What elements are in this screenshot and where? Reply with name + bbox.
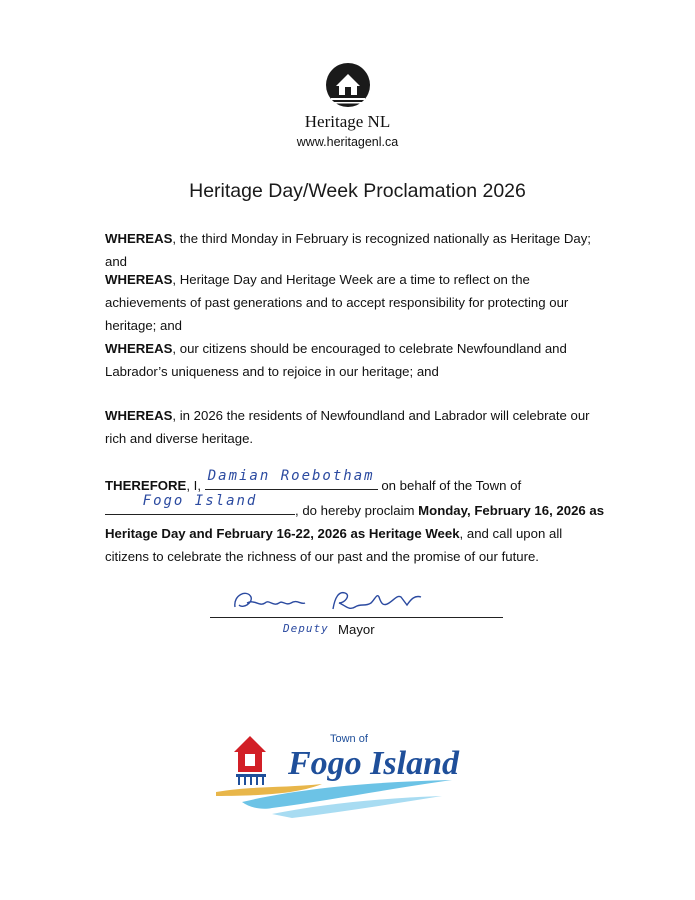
- signature-title: Mayor: [338, 622, 375, 637]
- fogo-island-logo: [212, 730, 482, 822]
- house-icon: [234, 736, 266, 785]
- town-field: [105, 493, 295, 515]
- heritage-nl-header: [0, 62, 695, 149]
- handwritten-town: Fogo Island: [142, 493, 258, 509]
- whereas-paragraph-3: WHEREAS, our citizens should be encouraged to celebrate Newfoundland and Labrador’s uniqueness and to rejoice in our heritage; and: [105, 341, 567, 379]
- handwritten-name: Damian Roebotham: [207, 468, 375, 484]
- signature-mark: [225, 585, 460, 619]
- org-name: Heritage NL: [304, 112, 391, 131]
- name-field: [205, 468, 378, 490]
- handwritten-deputy: Deputy: [283, 622, 329, 635]
- heritage-nl-logo-icon: [325, 62, 371, 108]
- whereas-paragraph-4: WHEREAS, in 2026 the residents of Newfoundland and Labrador will celebrate our rich and diverse heritage.: [105, 408, 590, 446]
- signature-line: [210, 617, 503, 618]
- whereas-paragraph-1: WHEREAS, the third Monday in February is recognized nationally as Heritage Day; and: [105, 231, 591, 269]
- logo-name-text: Fogo Island: [288, 745, 459, 782]
- whereas-paragraph-2: WHEREAS, Heritage Day and Heritage Week are a time to reflect on the achievements of past generations and to accept responsibility for protecting our heritage; and: [105, 272, 569, 333]
- therefore-paragraph: THEREFORE, I, Damian Roebotham on behalf of the Town of Fogo Island , do hereby proclaim Monday, February 16, 2026 as Heritage Day and February 16-22, 2026 as Heritage Week, and call upon all citizens to celebrate the richness of our past and the promise of our future.: [105, 472, 605, 568]
- page-title: Heritage Day/Week Proclamation 2026: [189, 180, 526, 202]
- org-url: www.heritagenl.ca: [296, 135, 399, 149]
- logo-town-of-text: Town of: [330, 733, 368, 745]
